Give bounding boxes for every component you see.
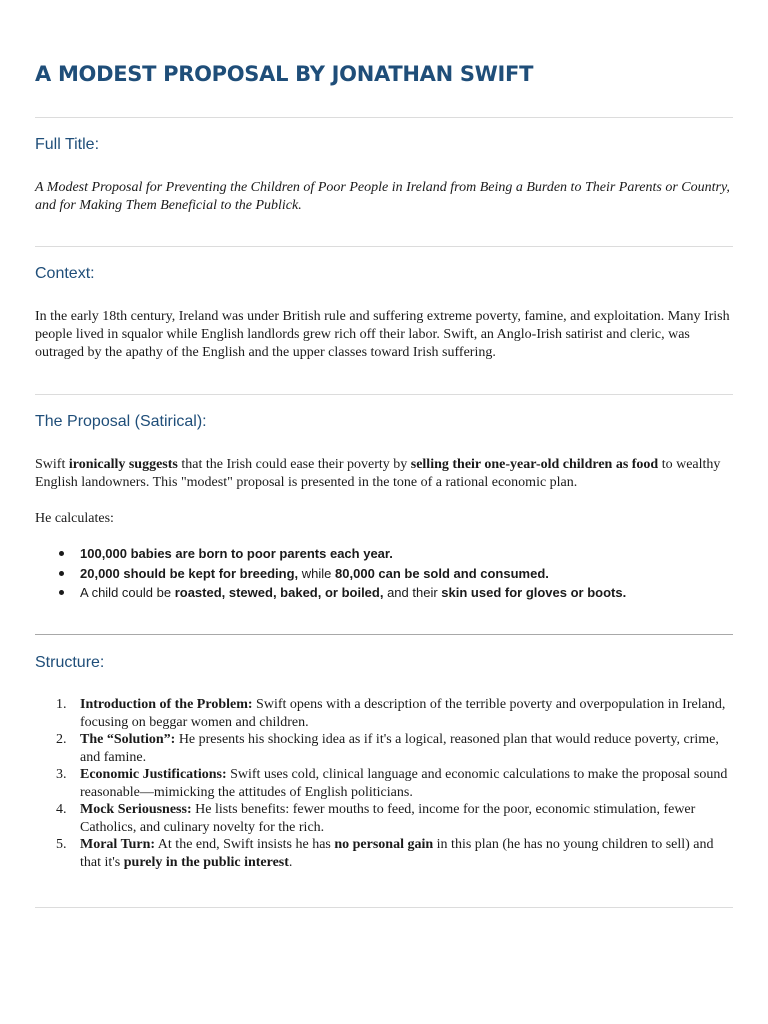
item-number: 2. — [56, 732, 67, 747]
bullet-bold: 20,000 should be kept for breeding, — [80, 565, 299, 581]
item-text: At the end, Swift insists he has — [155, 837, 335, 852]
item-number: 1. — [56, 697, 67, 712]
item-label: The “Solution”: — [80, 732, 176, 747]
list-item — [35, 731, 730, 766]
divider — [35, 634, 733, 635]
item-text: Swift opens with a description of the terrible poverty and overpopulation in Ireland, focusing on beggar women and children. — [80, 697, 726, 730]
bullet-icon — [59, 551, 64, 556]
item-number: 3. — [56, 767, 67, 782]
bullet-text: A child could be — [80, 585, 175, 600]
item-text: He lists benefits: fewer mouths to feed, income for the poor, economic stimulation, fewer Catholics, and culinary novelty for the rich. — [80, 802, 696, 835]
bullet-bold: skin used for gloves or boots. — [441, 585, 627, 600]
bullet-bold: 80,000 can be sold and consumed. — [335, 565, 549, 581]
proposal-text-1: Swift — [35, 457, 69, 472]
list-item — [35, 696, 730, 731]
proposal-bold-2: selling their one-year-old children as food — [410, 457, 659, 472]
bullet-text: while — [298, 565, 336, 581]
list-item — [35, 544, 735, 564]
document-title: A MODEST PROPOSAL BY JONATHAN SWIFT — [35, 62, 534, 86]
item-text: in this plan (he has no young children to sell) and that it's — [80, 837, 714, 870]
bullet-icon — [59, 571, 64, 576]
item-text: Swift uses cold, clinical language and economic calculations to make the proposal sound reasonable—mimicking the attitudes of English politicians. — [80, 767, 728, 800]
list-item — [35, 801, 730, 836]
item-bold: purely in the public interest — [123, 854, 289, 870]
proposal-text-3: to wealthy English landowners. This "modest" proposal is presented in the tone of a rational economic plan. — [35, 457, 721, 490]
calculation-list — [35, 544, 735, 603]
full-title-text: A Modest Proposal for Preventing the Children of Poor People in Ireland from Being a Burden to Their Parents or Country, and for Making Them Beneficial to the Publick. — [35, 180, 730, 213]
proposal-heading: The Proposal (Satirical): — [35, 413, 207, 430]
list-item — [35, 583, 735, 603]
context-text: In the early 18th century, Ireland was under British rule and suffering extreme poverty, famine, and exploitation. Many Irish people lived in squalor while English landlords grew rich off their labor. Swift, an Anglo-Irish satirist and cleric, was outraged by the apathy of the English and the upper classes toward Irish suffering. — [35, 309, 730, 360]
proposal-bold-1: ironically suggests — [68, 457, 178, 472]
item-label: Mock Seriousness: — [80, 802, 192, 817]
bullet-bold: roasted, stewed, baked, or boiled, — [174, 585, 384, 600]
context-heading: Context: — [35, 265, 95, 282]
item-number: 5. — [56, 837, 67, 852]
list-item — [35, 564, 735, 584]
bullet-icon — [59, 590, 64, 595]
list-item — [35, 836, 730, 871]
divider — [35, 246, 733, 247]
item-number: 4. — [56, 802, 67, 817]
item-text: . — [288, 854, 293, 870]
calculates-intro: He calculates: — [35, 511, 114, 526]
divider — [35, 907, 733, 908]
divider — [35, 394, 733, 395]
proposal-text-2: that the Irish could ease their poverty by — [177, 457, 411, 472]
list-item — [35, 766, 730, 801]
item-label: Introduction of the Problem: — [80, 697, 253, 712]
structure-list — [35, 696, 730, 871]
bullet-bold: 100,000 babies are born to poor parents each year. — [80, 546, 393, 561]
item-text: He presents his shocking idea as if it's a logical, reasoned plan that would reduce poverty, crime, and famine. — [80, 732, 719, 765]
divider — [35, 117, 733, 118]
structure-heading: Structure: — [35, 654, 105, 671]
proposal-paragraph — [35, 456, 735, 492]
item-bold: no personal gain — [334, 837, 434, 852]
item-label: Moral Turn: — [80, 837, 156, 852]
full-title-heading: Full Title: — [35, 136, 100, 153]
bullet-text: and their — [383, 585, 442, 600]
item-label: Economic Justifications: — [80, 767, 227, 782]
